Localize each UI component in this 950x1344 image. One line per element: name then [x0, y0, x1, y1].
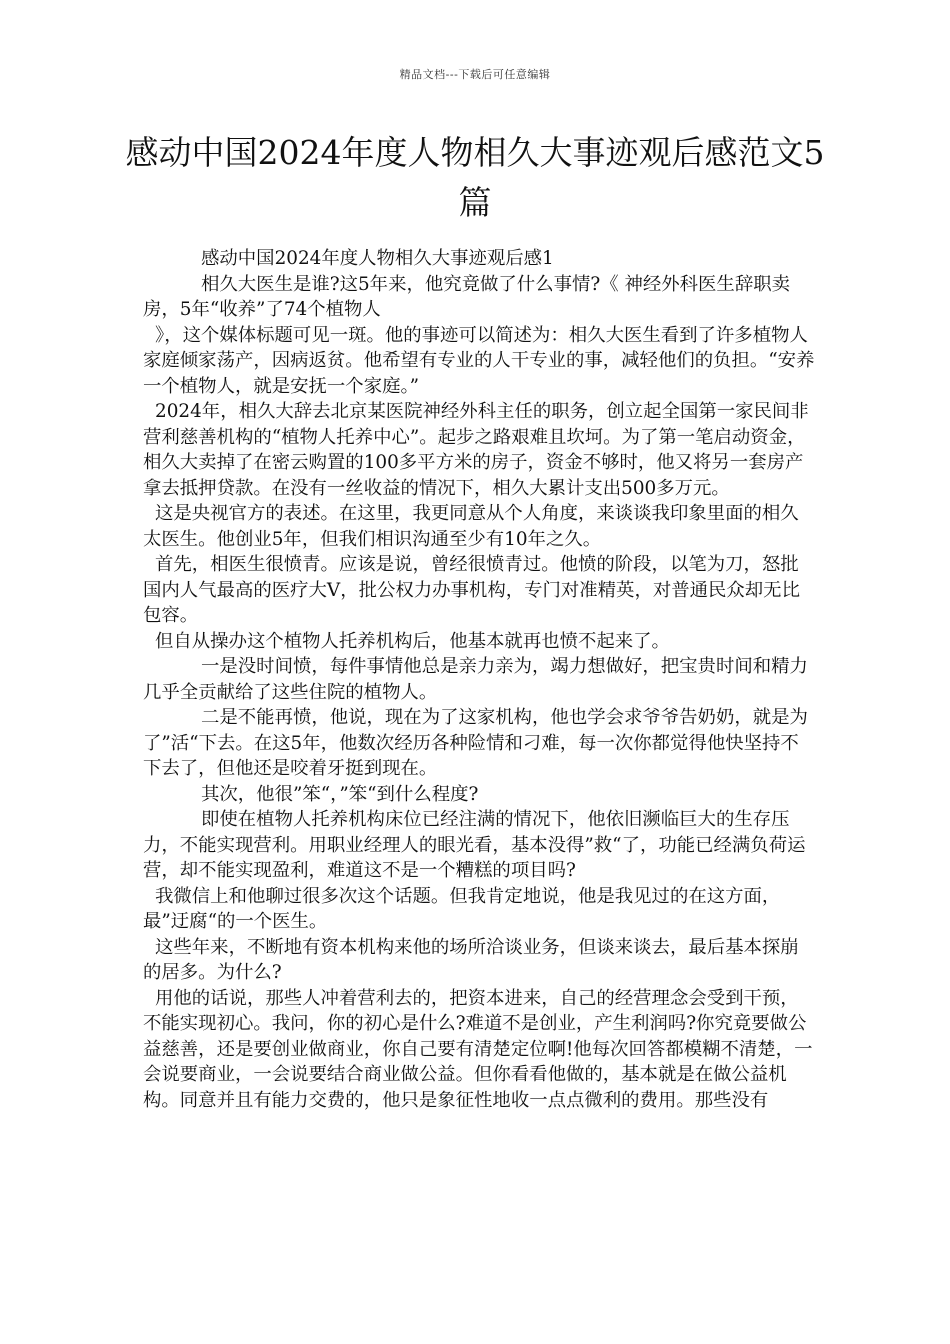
paragraph: 即使在植物人托养机构床位已经注满的情况下，他依旧濒临巨大的生存压力，不能实现营利。用职业经理人的眼光看，基本没得”救“了，功能已经满负荷运营，却不能实现盈利，难道这不是一个糟糕的项目吗? [143, 809, 806, 881]
paragraph: 这是央视官方的表述。在这里，我更同意从个人角度，来谈谈我印象里面的相久太医生。他创业5年，但我们相识沟通至少有10年之久。 [143, 503, 799, 550]
paragraph: 这些年来，不断地有资本机构来他的场所洽谈业务，但谈来谈去，最后基本探崩的居多。为什么? [143, 936, 799, 983]
paragraph: 2024年，相久大辞去北京某医院神经外科主任的职务，创立起全国第一家民间非营利慈善机构的“植物人托养中心”。起步之路艰难且坎坷。为了第一笔启动资金，相久大卖掉了在密云购置的100多平方米的房子，资金不够时，他又将另一套房产拿去抵押贷款。在没有一丝收益的情况下，相久大累计支出500多万元。 [143, 401, 809, 499]
paragraph: 》，这个媒体标题可见一斑。他的事迹可以简述为：相久大医生看到了许多植物人家庭倾家荡产，因病返贫。他希望有专业的人干专业的事，减轻他们的负担。“安养一个植物人，就是安抚一个家庭。” [143, 324, 815, 397]
paragraph: 但自从操办这个植物人托养机构后，他基本就再也愤不起来了。 [155, 630, 670, 652]
paragraph: 其次，他很”笨“，”笨“到什么程度? [201, 783, 479, 805]
paragraph: 用他的话说，那些人冲着营利去的，把资本进来，自己的经营理念会受到干预，不能实现初心。我问，你的初心是什么?难道不是创业，产生利润吗?你究竟要做公益慈善，还是要创业做商业，你自己要有清楚定位啊!他每次回答都模糊不清楚，一会说要商业，一会说要结合商业做公益。但你看看他做的，基本就是在做公益机构。同意并且有能力交费的，他只是象征性地收一点点微利的费用。那些没有 [143, 987, 813, 1111]
header-note: 精品文档---下载后可任意编辑 [399, 68, 551, 81]
paragraph: 感动中国2024年度人物相久大事迹观后感1 [201, 248, 554, 269]
paragraph: 一是没时间愤，每件事情他总是亲力亲为，竭力想做好，把宝贵时间和精力几乎全贡献给了这些住院的植物人。 [143, 656, 808, 703]
article-body [143, 246, 815, 1113]
paragraph: 相久大医生是谁?这5年来，他究竟做了什么事情?《 神经外科医生辞职卖房，5年“收养”了74个植物人 [143, 273, 790, 320]
paragraph: 二是不能再愤，他说，现在为了这家机构，他也学会求爷爷告奶奶，就是为了”活“下去。在这5年，他数次经历各种险情和刁难，每一次你都觉得他快坚持不下去了，但他还是咬着牙挺到现在。 [143, 707, 808, 779]
page-title: 感动中国2024年度人物相久大事迹观后感范文5篇 [125, 133, 825, 222]
paragraph: 我微信上和他聊过很多次这个话题。但我肯定地说，他是我见过的在这方面，最”迂腐“的一个医生。 [143, 885, 781, 932]
paragraph: 首先，相医生很愤青。应该是说，曾经很愤青过。他愤的阶段，以笔为刀，怒批国内人气最高的医疗大V，批公权力办事机构，专门对准精英，对普通民众却无比包容。 [143, 554, 800, 626]
